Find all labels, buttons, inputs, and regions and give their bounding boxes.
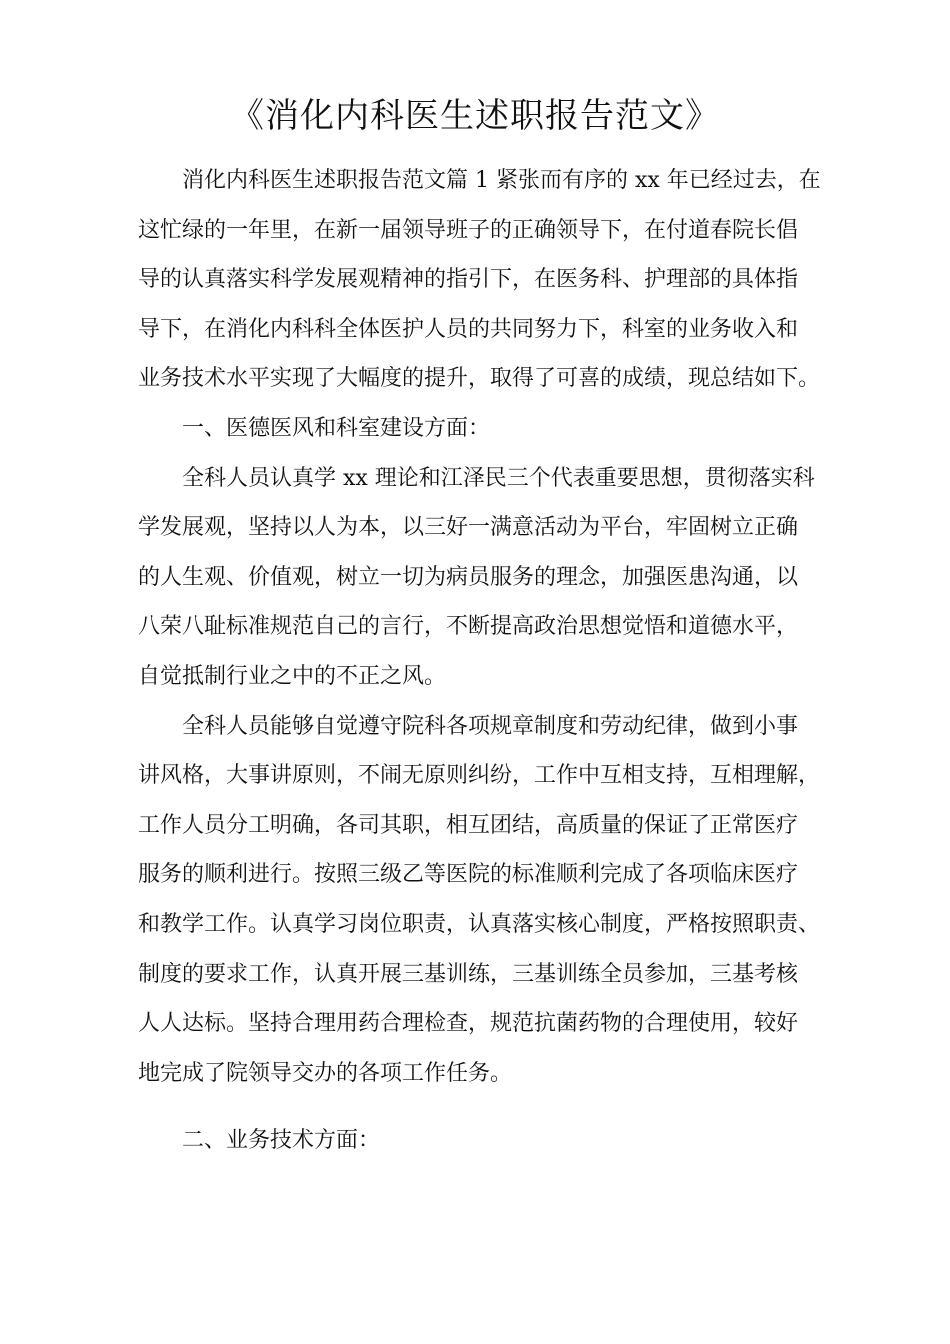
text-line: 的人生观、价值观，树立一切为病员服务的理念，加强医患沟通，以: [138, 564, 799, 590]
paragraph-ethics: [138, 454, 818, 702]
text-line: 二、业务技术方面：: [182, 1128, 381, 1154]
text-line: 和教学工作。认真学习岗位职责，认真落实核心制度，严格按照职责、: [138, 911, 821, 937]
text-line: 业务技术水平实现了大幅度的提升，取得了可喜的成绩，现总结如下。: [138, 366, 821, 392]
document-title: 《消化内科医生述职报告范文》: [230, 96, 720, 136]
text-line: 导的认真落实科学发展观精神的指引下，在医务科、护理部的具体指: [138, 267, 799, 293]
text-line: 导下，在消化内科科全体医护人员的共同努力下，科室的业务收入和: [138, 316, 799, 342]
text-line: 学发展观，坚持以人为本，以三好一满意活动为平台，牢固树立正确: [138, 515, 799, 541]
text-line: 全科人员能够自觉遵守院科各项规章制度和劳动纪律，做到小事: [182, 713, 799, 739]
paragraph-intro: [138, 156, 821, 404]
document-body: [138, 156, 821, 1166]
text-line: 这忙绿的一年里，在新一届领导班子的正确领导下，在付道春院长倡: [138, 217, 799, 243]
text-line: 自觉抵制行业之中的不正之风。: [138, 663, 447, 689]
text-line: 一、医德医风和科室建设方面：: [182, 415, 491, 441]
section-heading-technique: [138, 1116, 818, 1166]
text-line: 工作人员分工明确，各司其职，相互团结，高质量的保证了正常医疗: [138, 812, 799, 838]
paragraph-discipline: [138, 702, 821, 1099]
section-heading-ethics: [138, 404, 818, 454]
text-line: 讲风格，大事讲原则，不闹无原则纠纷，工作中互相支持，互相理解，: [138, 763, 821, 789]
text-line: 人人达标。坚持合理用药合理检查，规范抗菌药物的合理使用，较好: [138, 1011, 799, 1037]
text-line: 地完成了院领导交办的各项工作任务。: [138, 1060, 513, 1086]
text-line: 全科人员认真学 xx 理论和江泽民三个代表重要思想，贯彻落实科: [182, 465, 815, 491]
text-line: 服务的顺利进行。按照三级乙等医院的标准顺利完成了各项临床医疗: [138, 862, 799, 888]
text-line: 消化内科医生述职报告范文篇 1 紧张而有序的 xx 年已经过去，在: [182, 168, 821, 193]
text-line: 八荣八耻标准规范自己的言行，不断提高政治思想觉悟和道德水平，: [138, 614, 799, 640]
text-line: 制度的要求工作，认真开展三基训练，三基训练全员参加，三基考核: [138, 961, 799, 987]
